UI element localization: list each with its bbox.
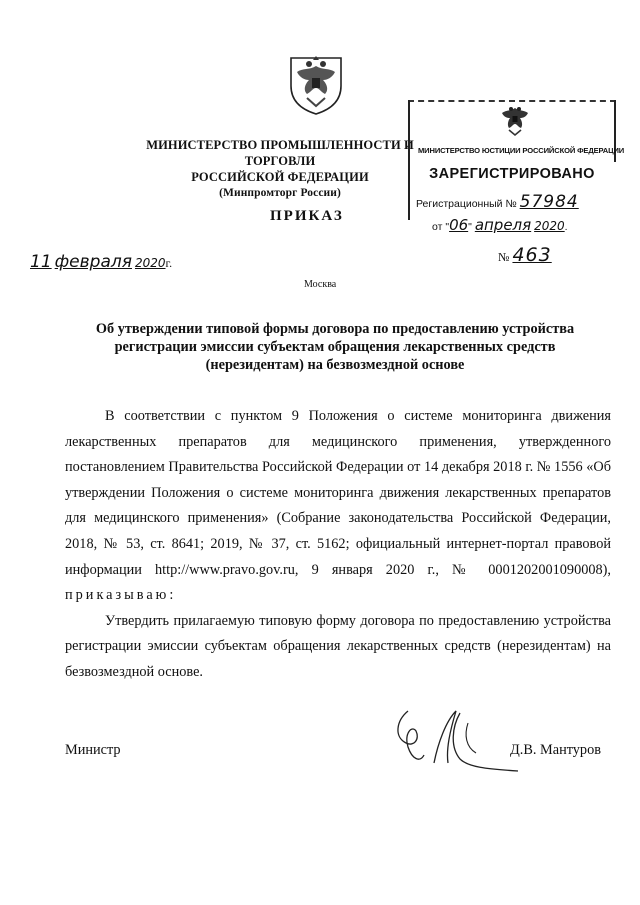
stamp-frame-top (408, 100, 616, 102)
stamp-authority: МИНИСТЕРСТВО ЮСТИЦИИ РОССИЙСКОЙ ФЕДЕРАЦИИ (418, 146, 625, 155)
stamp-reg-label: Регистрационный № (416, 198, 517, 210)
signatory-position: Министр (65, 742, 121, 758)
stamp-date-month: апреля (474, 216, 532, 234)
stamp-registration-number (416, 192, 579, 212)
stamp-emblem-icon (498, 104, 532, 138)
stamp-date-year: 2020 (534, 219, 565, 233)
body-paragraph-1 (65, 404, 611, 609)
order-body (65, 404, 611, 686)
order-city: Москва (304, 279, 337, 290)
stamp-date-prefix: от " (432, 221, 450, 233)
registration-stamp (408, 100, 625, 238)
order-date-day: 11 (30, 252, 52, 272)
stamp-frame-left (408, 100, 410, 220)
subject-line2: регистрации эмиссии субъектам обращения лекарственных средств (114, 339, 556, 355)
signatory-name: Д.В. Мантуров (510, 742, 601, 758)
order-number (498, 244, 552, 266)
order-date-month: февраля (54, 252, 132, 272)
paragraph-1-text: В соответствии с пунктом 9 Положения о системе мониторинга движения лекарственных препаратов для медицинского применения, утвержденного постановлением Правительства Российской Федерации от 14 декабря 2018 г. № 1556 «Об утверждении Положения о системе мониторинга движения лекарственных препаратов для медицинского применения» (Собрание законодательства Российской Федерации, 2018, № 53, ст. 8641; 2019, № 37, ст. 5162; официальный интернет-портал правовой информации http://www.pravo.gov.ru, 9 января 2020 г., № 0001202001090008), (65, 408, 611, 578)
ministry-name-line2: РОССИЙСКОЙ ФЕДЕРАЦИИ (191, 170, 369, 184)
document-type-title: ПРИКАЗ (270, 208, 344, 224)
stamp-status: ЗАРЕГИСТРИРОВАНО (429, 166, 595, 182)
subject-line3: (нерезидентам) на безвозмездной основе (205, 357, 465, 373)
order-number-handwritten: 463 (512, 244, 552, 266)
stamp-date-day: 06 (449, 216, 469, 234)
order-subject (70, 320, 600, 374)
stamp-date-mid: " (468, 221, 472, 233)
directive-word: приказываю: (65, 587, 177, 604)
coat-of-arms-icon (285, 52, 347, 116)
ministry-name-line1: МИНИСТЕРСТВО ПРОМЫШЛЕННОСТИ И ТОРГОВЛИ (146, 138, 414, 168)
stamp-date-suffix: . (564, 221, 568, 233)
order-date-year-suffix: г. (165, 256, 173, 270)
order-date (30, 252, 172, 272)
ministry-header (130, 137, 430, 201)
stamp-registration-date (432, 216, 568, 234)
handwritten-signature-icon (390, 703, 520, 775)
body-paragraph-2: Утвердить прилагаемую типовую форму договора по предоставлению устройства регистрации эмиссии субъектам обращения лекарственных средств (нерезидентам) на безвозмездной основе. (65, 612, 611, 680)
stamp-reg-number-handwritten: 57984 (519, 192, 579, 212)
order-number-label: № (498, 250, 510, 264)
subject-line1: Об утверждении типовой формы договора по предоставлению устройства (95, 321, 575, 337)
ministry-short-name: (Минпромторг России) (219, 187, 341, 199)
order-date-year: 2020 (134, 256, 166, 270)
